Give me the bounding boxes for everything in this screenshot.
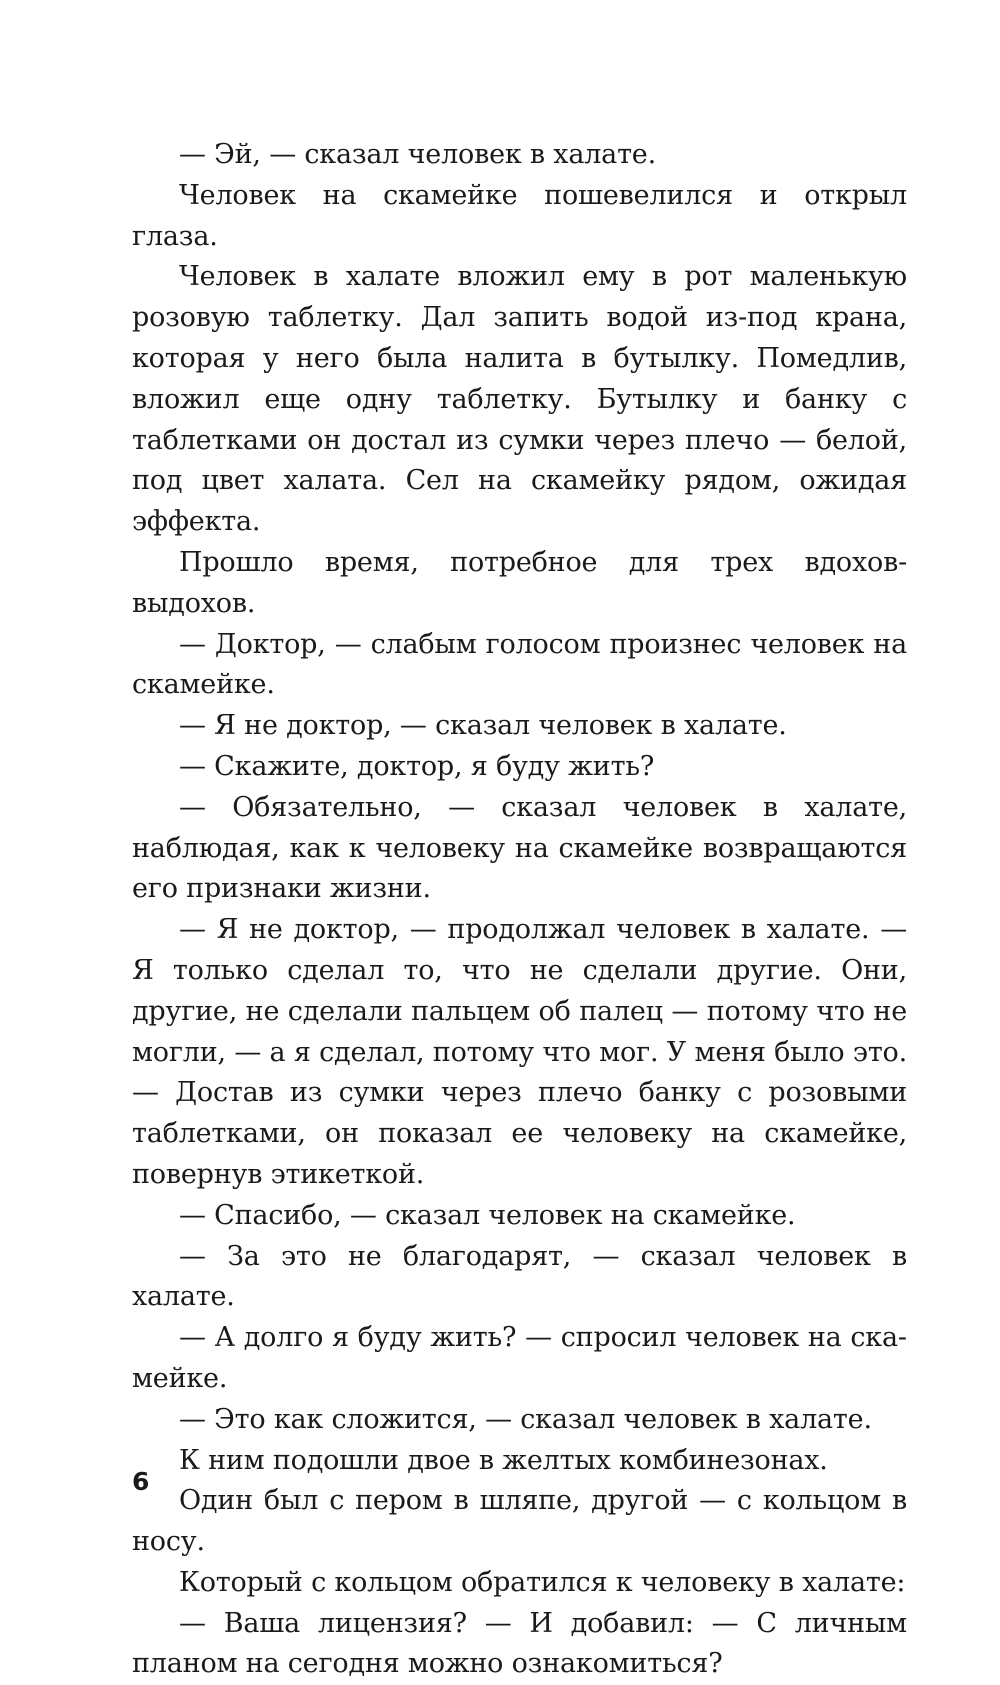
paragraph: — Обязательно, — сказал человек в халате, наблюдая, как к человеку на скамейке возвращаются его признаки жизни. [132,791,907,905]
paragraph: Один был с пером в шляпе, другой — с кольцом в носу. [132,1485,907,1558]
paragraph: — Доктор, — слабым голосом произнес человек на скамейке. [132,628,907,701]
body-text [132,135,907,1685]
paragraph: — Скажите, доктор, я буду жить? [179,750,655,782]
paragraph: — За это не благодарят, — сказал человек в халате. [132,1240,907,1313]
paragraph: — Это как сложится, — сказал человек в халате. [179,1403,872,1435]
paragraph: Человек в халате вложил ему в рот маленькую розовую таблетку. Дал запить водой из-под крана, которая у него была налита в бутылку. Помедлив, вложил еще одну таблетку. Бутылку и банку с таблетками он достал из сумки через плечо — белой, под цвет халата. Сел на скамейку рядом, ожидая эффекта. [132,261,907,538]
paragraph: Который с кольцом обратился к человеку в халате: [179,1566,906,1598]
paragraph: Прошло время, потребное для трех вдохов-выдохов. [132,546,907,619]
paragraph: — А долго я буду жить? — спросил человек на скамейке. [132,1322,907,1394]
page-number: 6 [132,1467,150,1496]
paragraph: — Ваша лицензия? — И добавил: — С личным планом на сегодня можно ознакомиться? [132,1607,907,1680]
paragraph: К ним подошли двое в желтых комбинезонах. [179,1444,828,1476]
paragraph: — Эй, — сказал человек в халате. [179,139,656,170]
paragraph: — Я не доктор, — продолжал человек в халате. — Я только сделал то, что не сделали другие. Они, другие, не сделали пальцем об палец — потому что не могли, — а я сделал, потому что мог. У меня было это. — Достав из сумки через плечо банку с розовыми таблетками, он показал ее человеку на скамейке, повернув этикеткой. [132,914,907,1190]
paragraph: Человек на скамейке пошевелился и открыл глаза. [132,179,907,252]
paragraph: — Я не доктор, — сказал человек в халате. [179,710,787,742]
paragraph: — Спасибо, — сказал человек на скамейке. [179,1199,796,1231]
